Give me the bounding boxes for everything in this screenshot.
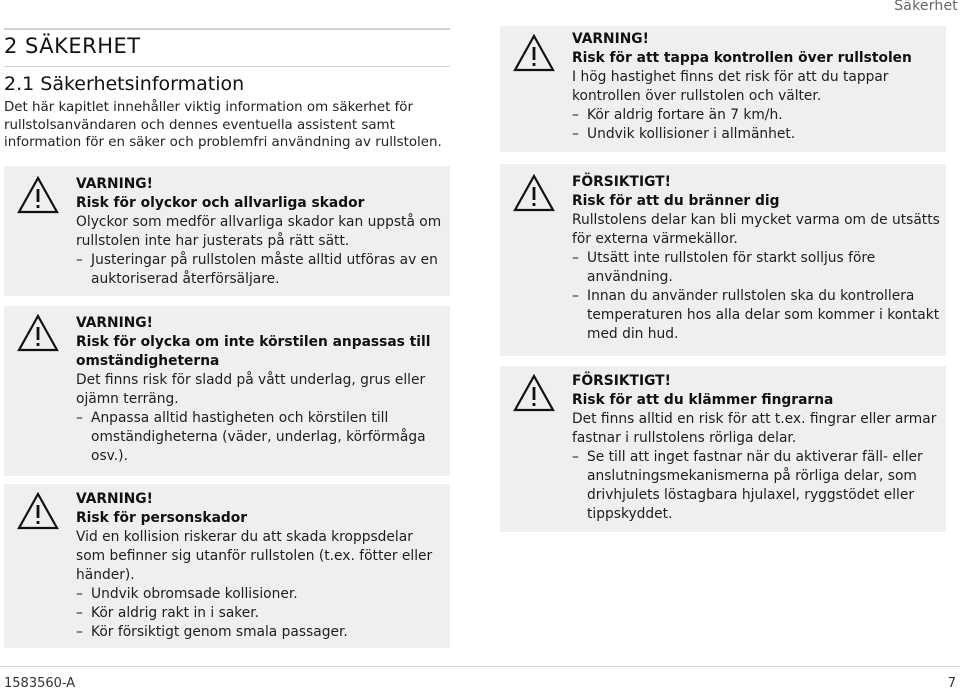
notice-body: Vid en kollision riskerar du att skada kroppsdelar som befinner sig utanför rullstolen (t.ex. fötter eller händer). — [76, 529, 433, 583]
section-title: 2.1 Säkerhetsinformation — [4, 73, 245, 95]
notice-box — [500, 366, 946, 532]
doc-number: 1583560-A — [4, 676, 76, 691]
notice-bullet: – Innan du använder rullstolen ska du kontrollera temperaturen hos alla delar som kommer i kontakt med din hud. — [572, 287, 940, 344]
notice-label: FÖRSIKTIGT! — [572, 174, 671, 190]
notice-label: VARNING! — [76, 315, 153, 331]
notice-bullet: – Kör försiktigt genom smala passager. — [76, 623, 444, 642]
notice-title: Risk för att tappa kontrollen över rullstolen — [572, 50, 912, 66]
notice-bullet: – Undvik obromsade kollisioner. — [76, 585, 444, 604]
notice-body: Olyckor som medför allvarliga skador kan uppstå om rullstolen inte har justerats på rätt sätt. — [76, 214, 442, 249]
notice-body: Det finns risk för sladd på vått underlag, grus eller ojämn terräng. — [76, 372, 426, 407]
warning-triangle-icon — [17, 176, 59, 214]
notice-text — [76, 314, 444, 466]
notice-bullet: – Undvik kollisioner i allmänhet. — [572, 125, 940, 144]
section-intro — [4, 66, 450, 152]
notice-label: VARNING! — [76, 491, 153, 507]
notice-label: FÖRSIKTIGT! — [572, 373, 671, 389]
running-head: Säkerhet — [894, 0, 958, 14]
notice-body: I hög hastighet finns det risk för att du tappar kontrollen över rullstolen och välter. — [572, 69, 889, 104]
notice-bullet: – Anpassa alltid hastigheten och körstilen till omständigheterna (väder, underlag, körförmåga osv.). — [76, 409, 444, 466]
chapter-heading — [4, 28, 450, 58]
notice-title: Risk för att du klämmer fingrarna — [572, 392, 834, 408]
notice-bullet: – Utsätt inte rullstolen för starkt solljus före användning. — [572, 249, 940, 287]
notice-box — [500, 164, 946, 356]
chapter-title: 2 SÄKERHET — [4, 34, 141, 58]
warning-triangle-icon — [513, 34, 555, 72]
section-intro-text: Det här kapitlet innehåller viktig information om säkerhet för rullstolsanvändaren och dennes eventuella assistent samt information för en säker och problemfri användning av rullstolen. — [4, 100, 442, 150]
notice-body: Rullstolens delar kan bli mycket varma om de utsätts för externa värmekällor. — [572, 212, 940, 247]
warning-triangle-icon — [17, 314, 59, 352]
notice-text — [572, 372, 940, 524]
notice-text — [572, 30, 940, 144]
notice-bullet: – Kör aldrig rakt in i saker. — [76, 604, 444, 623]
warning-triangle-icon — [513, 174, 555, 212]
notice-label: VARNING! — [76, 176, 153, 192]
notice-bullet: – Kör aldrig fortare än 7 km/h. — [572, 106, 940, 125]
notice-box — [4, 306, 450, 476]
notice-label: VARNING! — [572, 31, 649, 47]
page-number: 7 — [947, 676, 956, 691]
notice-text — [572, 173, 940, 344]
warning-triangle-icon — [513, 374, 555, 412]
notice-title: Risk för olyckor och allvarliga skador — [76, 195, 365, 211]
notice-text — [76, 490, 444, 642]
footer-rule — [0, 666, 960, 667]
notice-title: Risk för att du bränner dig — [572, 193, 780, 209]
notice-box — [500, 26, 946, 152]
notice-title: Risk för olycka om inte körstilen anpassas till omständigheterna — [76, 334, 431, 369]
notice-bullet: – Se till att inget fastnar när du aktiverar fäll- eller anslutningsmekanismerna på rörliga delar, som drivhjulets löstagbara hjulaxel, ryggstödet eller tippskyddet. — [572, 448, 940, 524]
notice-box — [4, 484, 450, 648]
warning-triangle-icon — [17, 492, 59, 530]
notice-box — [4, 166, 450, 296]
notice-bullet: – Justeringar på rullstolen måste alltid utföras av en auktoriserad återförsäljare. — [76, 251, 444, 289]
notice-body: Det finns alltid en risk för att t.ex. fingrar eller armar fastnar i rullstolens rörliga delar. — [572, 411, 937, 446]
notice-text — [76, 175, 444, 289]
notice-title: Risk för personskador — [76, 510, 248, 526]
